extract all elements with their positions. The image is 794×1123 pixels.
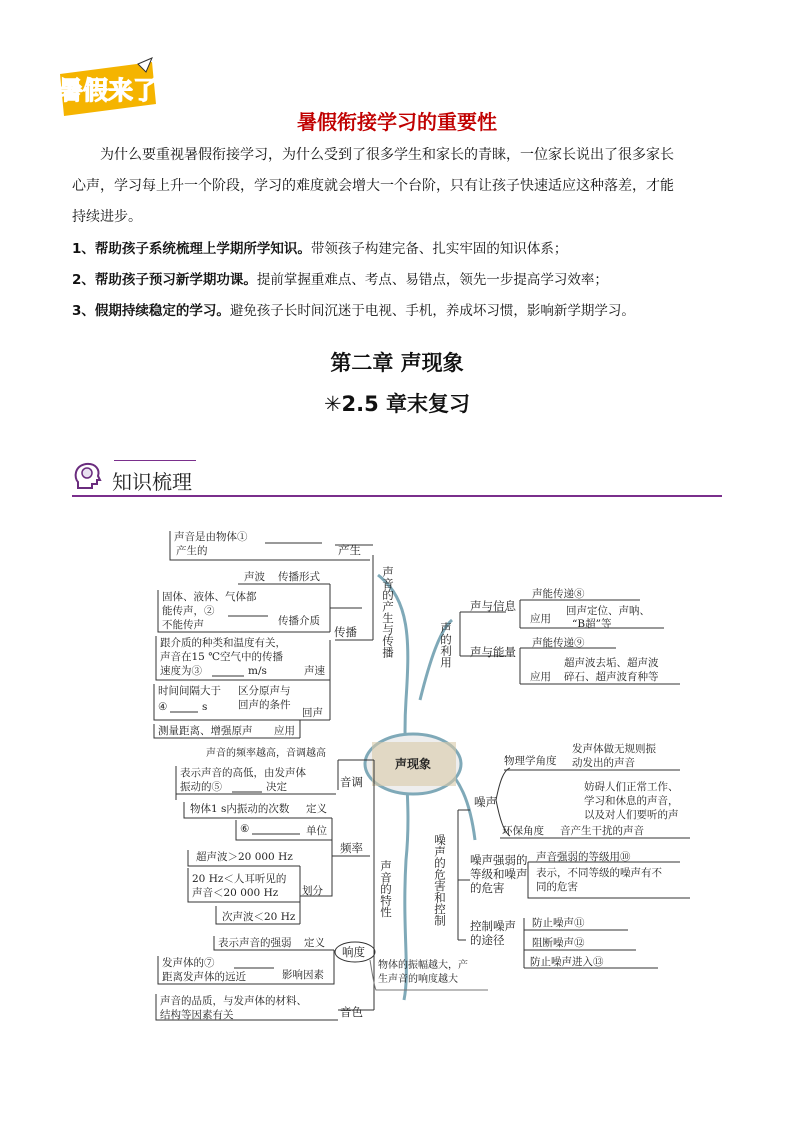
echo-l4: 回声的条件 xyxy=(238,699,291,711)
info-t2: 回声定位、声呐、 xyxy=(566,605,650,617)
timbre-l1: 声音的品质，与发声体的材料、 xyxy=(160,995,307,1007)
loud-factor: 影响因素 xyxy=(282,969,324,981)
intro-line-3: 持续进步。 xyxy=(72,209,142,225)
knowledge-heading: 知识梳理 xyxy=(112,470,192,494)
noise-p2: 动发出的声音 xyxy=(572,757,635,769)
energy-apply: 应用 xyxy=(530,671,551,683)
speed-unit: m/s xyxy=(248,665,267,677)
produce-label: 产生 xyxy=(338,543,361,557)
freq-u1: 超声波＞20 000 Hz xyxy=(196,851,293,863)
point-3-text: 避免孩子长时间沉迷于电视、手机，养成坏习惯，影响新学期学习。 xyxy=(229,303,635,319)
loud-n1: 物体的振幅越大，产 xyxy=(378,960,468,971)
produce-line1: 声音是由物体① xyxy=(174,531,248,543)
medium-l1: 固体、液体、气体都 xyxy=(162,591,257,603)
speed-l1: 跟介质的种类和温度有关， xyxy=(160,637,286,649)
point-3-bold: 3、假期持续稳定的学习。 xyxy=(72,303,230,319)
sec4-label: 噪声的危害和控制 xyxy=(433,834,447,926)
sec1-label: 声音的产生与传播 xyxy=(381,566,395,658)
medium-branch: 传播 xyxy=(334,625,357,639)
freq-unit: ⑥ xyxy=(240,823,250,835)
noise-label: 噪声 xyxy=(474,795,497,809)
grade-l1: 噪声强弱的 xyxy=(470,853,528,867)
control-l1: 控制噪声 xyxy=(470,919,516,933)
info-t1: 声能传递⑧ xyxy=(532,588,585,600)
noise-e1: 妨碍人们正常工作、 xyxy=(584,781,679,793)
echo-use-label: 应用 xyxy=(274,725,295,737)
energy-t1: 声能传递⑨ xyxy=(532,637,585,649)
control-c1: 防止噪声⑪ xyxy=(532,917,585,929)
pitch-l2: 振动的⑤ xyxy=(180,781,222,793)
grade-l3: 的危害 xyxy=(470,881,505,895)
point-1-text: 带领孩子构建完备、扎实牢固的知识体系； xyxy=(310,241,568,257)
grade-t1: 声音强弱的等级用⑩ xyxy=(536,851,631,863)
noise-phys: 物理学角度 xyxy=(504,755,557,767)
loud-label: 响度 xyxy=(342,945,365,959)
echo-l1: 时间间隔大于 xyxy=(158,685,221,697)
timbre-l2: 结构等因素有关 xyxy=(160,1009,234,1021)
medium-wave-label: 传播形式 xyxy=(278,571,320,583)
medium-label: 传播介质 xyxy=(278,615,320,627)
speed-l3: 速度为③ xyxy=(160,665,202,677)
grade-t3: 同的危害 xyxy=(536,881,578,893)
noise-e2: 学习和休息的声音， xyxy=(584,795,679,807)
loud-def-label: 定义 xyxy=(304,937,325,949)
speed-label: 声速 xyxy=(304,665,325,677)
point-2-bold: 2、帮助孩子预习新学期功课。 xyxy=(72,272,257,288)
medium-wave: 声波 xyxy=(244,571,265,583)
control-l2: 的途径 xyxy=(470,933,505,947)
chapter-title: 第二章 声现象 xyxy=(330,351,464,375)
grade-t2: 表示，不同等级的噪声有不 xyxy=(536,867,662,879)
speed-l2: 声音在15 ℃空气中的传播 xyxy=(160,651,283,663)
medium-l3: 不能传声 xyxy=(162,619,204,631)
freq-def-label: 定义 xyxy=(306,803,327,815)
info-label: 声与信息 xyxy=(470,599,516,613)
noise-e3: 以及对人们要听的声 xyxy=(584,809,679,821)
sec2-label: 声的利用 xyxy=(439,622,453,668)
point-2-text: 提前掌握重难点、考点、易错点，领先一步提高学习效率； xyxy=(256,272,608,288)
info-apply: 应用 xyxy=(530,613,551,625)
noise-p1: 发声体做无规则振 xyxy=(572,743,656,755)
energy-t2: 超声波去垢、超声波 xyxy=(564,657,659,669)
echo-l2: 区分原声与 xyxy=(238,685,291,697)
noise-env: 环保角度 xyxy=(502,825,544,837)
noise-e4: 音产生干扰的声音 xyxy=(560,825,644,837)
echo-l3: ④ xyxy=(158,701,168,713)
pitch-l1: 表示声音的高低，由发声体 xyxy=(180,767,306,779)
doc-title: 暑假衔接学习的重要性 xyxy=(297,110,497,134)
pitch-label: 音调 xyxy=(340,775,363,789)
point-1-bold: 1、帮助孩子系统梳理上学期所学知识。 xyxy=(72,241,311,257)
freq-u3: 次声波＜20 Hz xyxy=(222,911,296,923)
pitch-n1: 声音的频率越高，音调越高 xyxy=(206,748,326,759)
control-c2: 阻断噪声⑫ xyxy=(532,937,585,949)
medium-l2: 能传声，② xyxy=(162,605,215,617)
freq-def: 物体1 s内振动的次数 xyxy=(190,803,290,815)
pitch-l2b: 决定 xyxy=(266,781,287,793)
loud-n2: 生声音的响度越大 xyxy=(378,974,458,985)
center-label: 声现象 xyxy=(394,757,432,771)
echo-use: 测量距离、增强原声 xyxy=(158,725,253,737)
intro-line-1: 为什么要重视暑假衔接学习，为什么受到了很多学生和家长的青睐，一位家长说出了很多家长 xyxy=(100,147,674,163)
echo-unit: s xyxy=(202,701,208,713)
freq-u2a: 20 Hz＜人耳听见的 xyxy=(192,873,287,885)
energy-label: 声与能量 xyxy=(470,645,516,659)
echo-label: 回声 xyxy=(302,707,323,719)
loud-def: 表示声音的强弱 xyxy=(218,937,292,949)
freq-label: 频率 xyxy=(340,841,363,855)
produce-line2: 产生的 xyxy=(176,545,208,557)
grade-l2: 等级和噪声 xyxy=(470,867,528,881)
freq-unit-label: 单位 xyxy=(306,825,327,837)
logo-text: 暑假来了 xyxy=(57,76,159,105)
timbre-label: 音色 xyxy=(340,1005,363,1019)
info-t3: “B超”等 xyxy=(572,618,612,630)
freq-div: 划分 xyxy=(302,885,323,897)
freq-u2b: 声音＜20 000 Hz xyxy=(192,887,279,899)
loud-l1: 发声体的⑦ xyxy=(162,957,215,969)
intro-line-2: 心声，学习每上升一个阶段，学习的难度就会增大一个台阶，只有让孩子快速适应这种落差，才能 xyxy=(72,178,674,194)
control-c3: 防止噪声进入⑬ xyxy=(530,956,604,968)
section-title: ✳2.5 章末复习 xyxy=(323,392,471,416)
loud-l2: 距离发声体的远近 xyxy=(162,971,246,983)
sec3-label: 声音的特性 xyxy=(379,860,393,918)
energy-t3: 碎石、超声波育种等 xyxy=(564,671,659,683)
